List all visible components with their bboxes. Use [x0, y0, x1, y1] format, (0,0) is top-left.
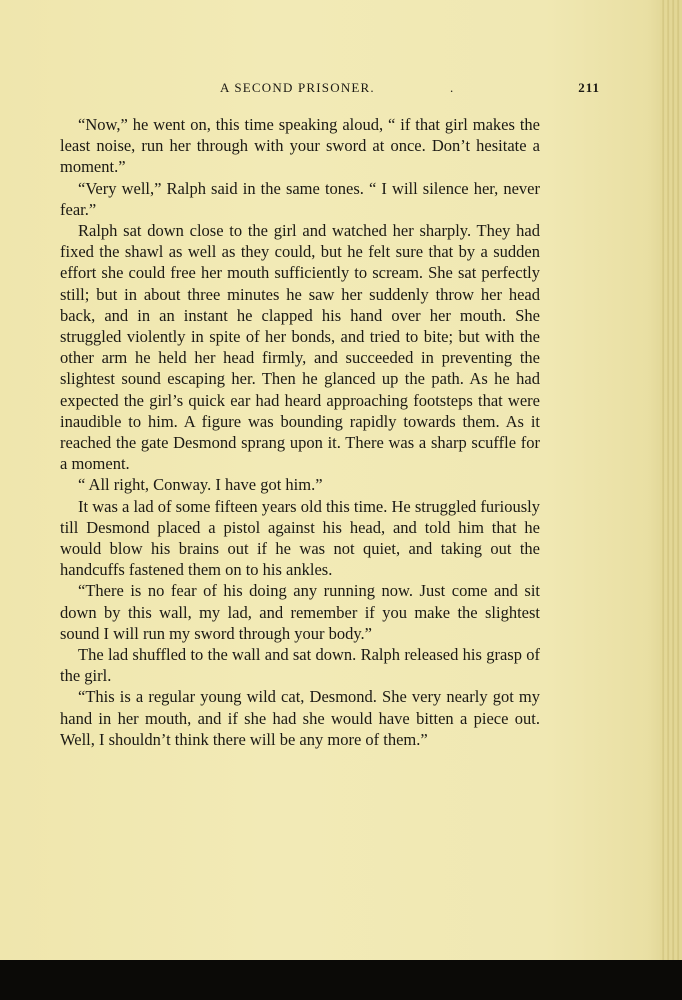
- paragraph: Ralph sat down close to the girl and watched her sharply. They had fixed the shawl as well as they could, but he felt sure that by a sudden effort she could free her mouth sufficiently to scream. She sat perfectly still; but in about three minutes he saw her suddenly throw her head back, and in an instant he clapped his hand over her mouth. She struggled violently in spite of her bonds, and tried to bite; but with the other arm he held her head firmly, and succeeded in preventing the slightest sound escaping her. Then he glanced up the path. As he had expected the girl’s quick ear had heard approaching footsteps that were inaudible to him. A figure was bounding rapidly towards them. As it reached the gate Desmond sprang upon it. There was a sharp scuffle for a moment.: [60, 221, 540, 474]
- page-edge: [660, 0, 682, 960]
- header-separator: .: [450, 80, 455, 95]
- running-head: [60, 80, 600, 100]
- page-number: 211: [578, 80, 600, 95]
- paragraph: “There is no fear of his doing any running now. Just come and sit down by this wall, my lad, and remember if you make the slightest sound I will run my sword through your body.”: [60, 581, 540, 643]
- body-text: [60, 114, 540, 750]
- paragraph: “Very well,” Ralph said in the same tones. “ I will silence her, never fear.”: [60, 178, 540, 219]
- scan-bottom-edge: [0, 960, 682, 1000]
- paragraph: “ All right, Conway. I have got him.”: [78, 475, 323, 495]
- paragraph: “Now,” he went on, this time speaking aloud, “ if that girl makes the least noise, run her through with your sword at once. Don’t hesitate a moment.”: [60, 115, 540, 177]
- paragraph: The lad shuffled to the wall and sat down. Ralph released his grasp of the girl.: [60, 645, 540, 686]
- paragraph: It was a lad of some fifteen years old this time. He struggled furiously till Desmond placed a pistol against his head, and told him that he would blow his brains out if he was not quiet, and taking out the handcuffs fastened them on to his ankles.: [60, 496, 540, 580]
- paragraph: “This is a regular young wild cat, Desmond. She very nearly got my hand in her mouth, and if she had she would have bitten a piece out. Well, I shouldn’t think there will be any more of them.”: [60, 687, 540, 749]
- chapter-title: A SECOND PRISONER.: [220, 80, 375, 95]
